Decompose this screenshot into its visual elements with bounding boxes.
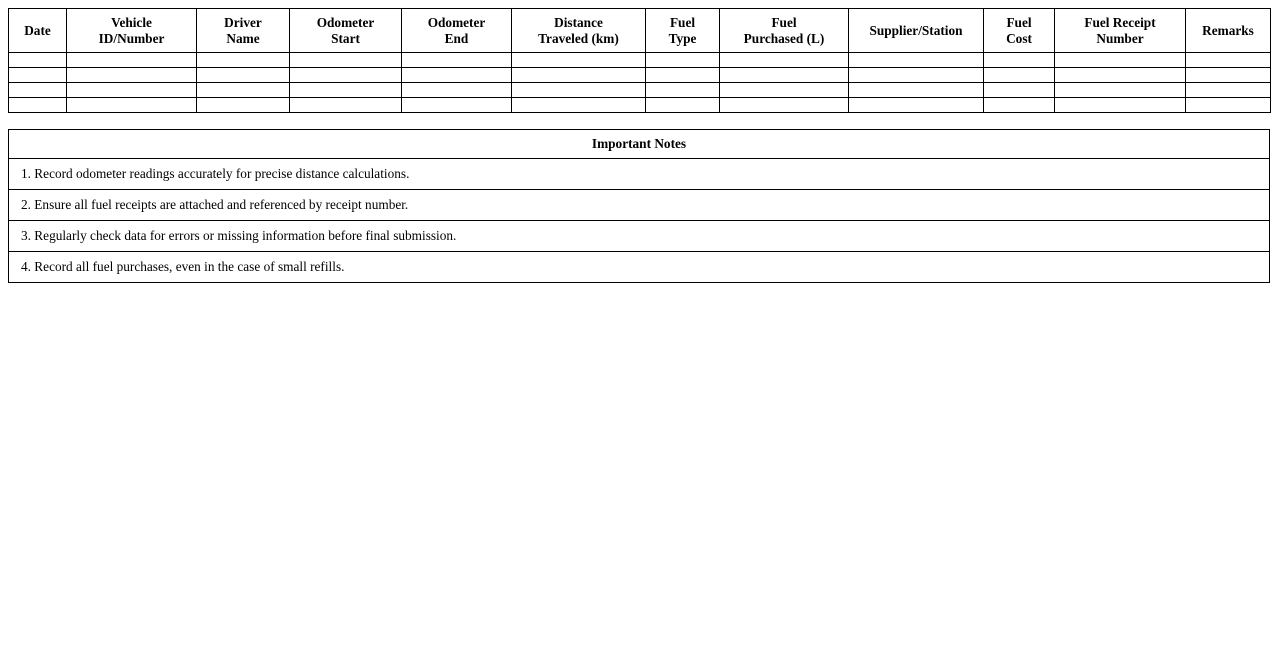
column-header-distance-traveled-line-2: Traveled (km)	[538, 30, 619, 46]
column-header-odometer-start	[290, 9, 402, 53]
column-header-supplier-station-line-1: Supplier/Station	[869, 22, 963, 38]
fuel-log-table	[8, 8, 1271, 113]
column-header-fuel-purchased	[720, 9, 849, 53]
table-cell[interactable]	[849, 53, 984, 68]
table-cell[interactable]	[197, 53, 290, 68]
table-cell[interactable]	[512, 98, 646, 113]
table-cell[interactable]	[197, 83, 290, 98]
column-header-fuel-purchased-line-1: Fuel	[771, 15, 797, 30]
column-header-odometer-start-line-1: Odometer	[316, 15, 375, 30]
table-cell[interactable]	[197, 68, 290, 83]
note-item: 4. Record all fuel purchases, even in the case of small refills.	[9, 252, 1270, 283]
column-header-fuel-cost-line-1: Fuel	[1006, 15, 1032, 30]
column-header-fuel-type	[646, 9, 720, 53]
column-header-fuel-type-line-2: Type	[668, 30, 697, 46]
column-header-odometer-end-line-2: End	[444, 30, 469, 46]
column-header-vehicle-id	[67, 9, 197, 53]
table-cell[interactable]	[1186, 83, 1271, 98]
table-cell[interactable]	[984, 53, 1055, 68]
table-row[interactable]	[9, 68, 1271, 83]
note-row	[9, 190, 1270, 221]
column-header-driver-name-line-1: Driver	[224, 15, 262, 30]
table-cell[interactable]	[646, 98, 720, 113]
table-cell[interactable]	[402, 98, 512, 113]
table-cell[interactable]	[720, 53, 849, 68]
table-cell[interactable]	[849, 83, 984, 98]
table-cell[interactable]	[67, 98, 197, 113]
table-cell[interactable]	[402, 53, 512, 68]
table-cell[interactable]	[9, 98, 67, 113]
column-header-supplier-station	[849, 9, 984, 53]
table-cell[interactable]	[9, 53, 67, 68]
table-cell[interactable]	[9, 83, 67, 98]
table-cell[interactable]	[1186, 98, 1271, 113]
fuel-log-header-row	[9, 9, 1271, 53]
table-cell[interactable]	[402, 83, 512, 98]
table-cell[interactable]	[1186, 68, 1271, 83]
important-notes-table-head	[9, 130, 1270, 159]
important-notes-table-body	[9, 159, 1270, 283]
table-cell[interactable]	[646, 68, 720, 83]
table-cell[interactable]	[984, 68, 1055, 83]
important-notes-title: Important Notes	[9, 130, 1270, 159]
table-cell[interactable]	[290, 68, 402, 83]
table-cell[interactable]	[197, 98, 290, 113]
column-header-vehicle-id-line-1: Vehicle	[111, 15, 152, 30]
table-cell[interactable]	[720, 68, 849, 83]
table-cell[interactable]	[290, 98, 402, 113]
table-cell[interactable]	[9, 68, 67, 83]
table-cell[interactable]	[67, 53, 197, 68]
column-header-fuel-receipt-number-line-2: Number	[1096, 30, 1144, 46]
fuel-log-table-head	[9, 9, 1271, 53]
table-cell[interactable]	[512, 68, 646, 83]
column-header-vehicle-id-line-2: ID/Number	[98, 30, 165, 46]
note-row	[9, 221, 1270, 252]
table-row[interactable]	[9, 53, 1271, 68]
important-notes-section	[8, 129, 1270, 283]
table-cell[interactable]	[646, 83, 720, 98]
table-cell[interactable]	[849, 98, 984, 113]
note-item: 1. Record odometer readings accurately for precise distance calculations.	[9, 159, 1270, 190]
note-row	[9, 159, 1270, 190]
table-cell[interactable]	[984, 98, 1055, 113]
column-header-remarks-line-1: Remarks	[1202, 22, 1254, 38]
table-row[interactable]	[9, 83, 1271, 98]
column-header-fuel-purchased-line-2: Purchased (L)	[743, 30, 825, 46]
table-cell[interactable]	[1186, 53, 1271, 68]
table-row[interactable]	[9, 98, 1271, 113]
table-cell[interactable]	[290, 83, 402, 98]
table-cell[interactable]	[402, 68, 512, 83]
table-cell[interactable]	[646, 53, 720, 68]
table-cell[interactable]	[984, 83, 1055, 98]
column-header-date-line-1: Date	[24, 22, 51, 38]
table-cell[interactable]	[1055, 53, 1186, 68]
column-header-odometer-start-line-2: Start	[331, 30, 360, 46]
column-header-fuel-receipt-number	[1055, 9, 1186, 53]
column-header-driver-name	[197, 9, 290, 53]
important-notes-header-row	[9, 130, 1270, 159]
table-cell[interactable]	[512, 83, 646, 98]
note-row	[9, 252, 1270, 283]
column-header-remarks	[1186, 9, 1271, 53]
table-cell[interactable]	[67, 68, 197, 83]
note-item: 2. Ensure all fuel receipts are attached and referenced by receipt number.	[9, 190, 1270, 221]
column-header-fuel-receipt-number-line-1: Fuel Receipt	[1084, 15, 1156, 30]
table-cell[interactable]	[1055, 98, 1186, 113]
column-header-date	[9, 9, 67, 53]
column-header-distance-traveled	[512, 9, 646, 53]
table-cell[interactable]	[720, 83, 849, 98]
column-header-odometer-end	[402, 9, 512, 53]
table-cell[interactable]	[512, 53, 646, 68]
table-cell[interactable]	[290, 53, 402, 68]
fuel-log-table-body	[9, 53, 1271, 113]
column-header-odometer-end-line-1: Odometer	[427, 15, 486, 30]
column-header-distance-traveled-line-1: Distance	[554, 15, 603, 30]
important-notes-table	[8, 129, 1270, 283]
column-header-fuel-cost-line-2: Cost	[1006, 30, 1032, 46]
note-item: 3. Regularly check data for errors or missing information before final submission.	[9, 221, 1270, 252]
column-header-fuel-cost	[984, 9, 1055, 53]
table-cell[interactable]	[849, 68, 984, 83]
table-cell[interactable]	[67, 83, 197, 98]
table-cell[interactable]	[1055, 68, 1186, 83]
column-header-fuel-type-line-1: Fuel	[669, 15, 696, 30]
column-header-driver-name-line-2: Name	[226, 30, 260, 46]
table-cell[interactable]	[720, 98, 849, 113]
table-cell[interactable]	[1055, 83, 1186, 98]
